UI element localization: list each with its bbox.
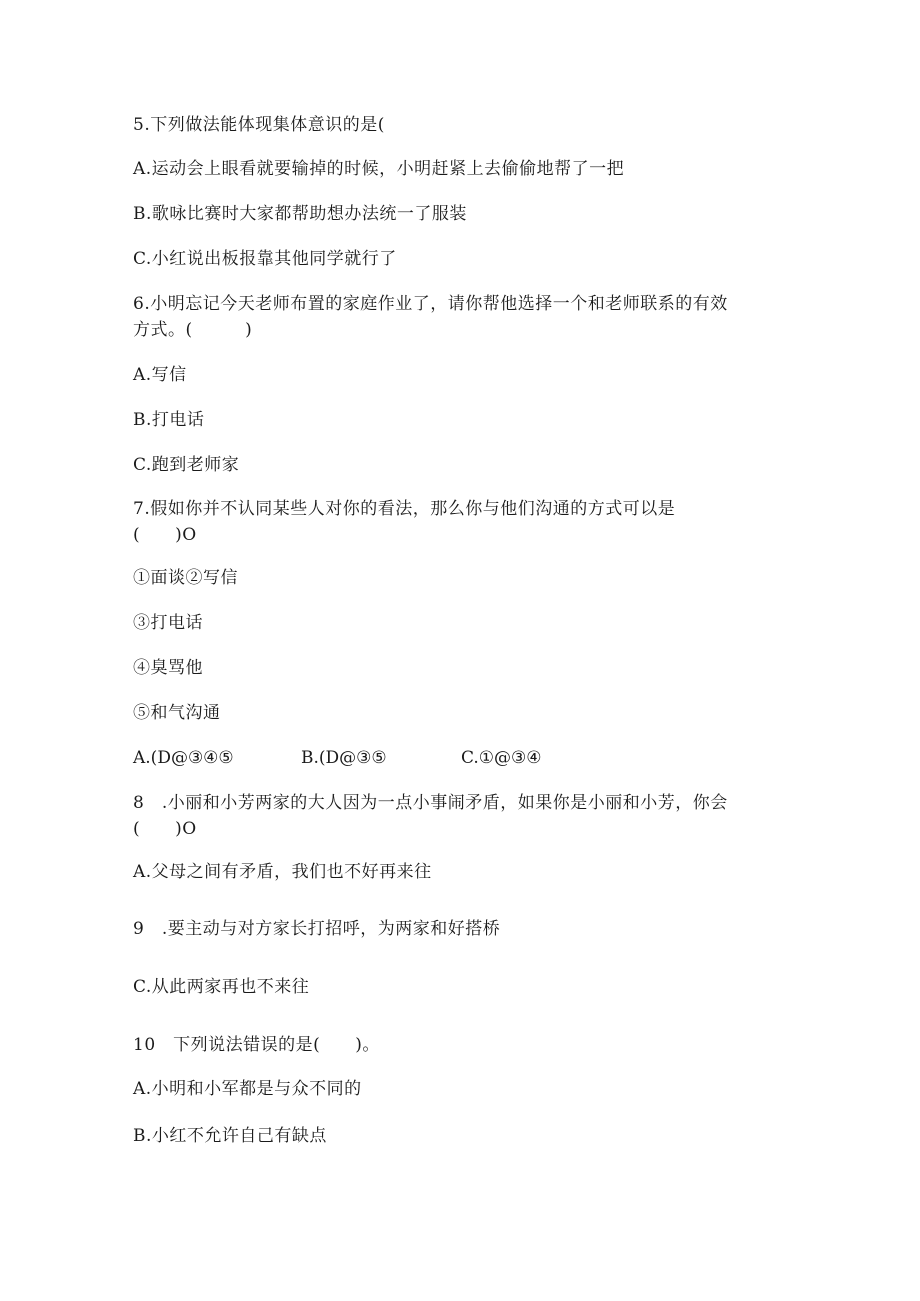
q6-option-a: A.写信	[133, 365, 187, 385]
q6-option-c: C.跑到老师家	[133, 455, 240, 475]
q7-options-row	[133, 746, 542, 770]
q10-option-a: A.小明和小军都是与众不同的	[133, 1079, 362, 1099]
q5-stem: 5.下列做法能体现集体意识的是(	[133, 115, 385, 135]
q5-option-a: A.运动会上眼看就要输掉的时候，小明赶紧上去偷偷地帮了一把	[133, 159, 625, 179]
q7-stem-line2: ( )O	[133, 525, 197, 545]
q5-option-c: C.小红说出板报靠其他同学就行了	[133, 249, 397, 269]
q7-option-b: B.(D@③⑤	[301, 748, 387, 768]
q7-option-a: A.(D@③④⑤	[133, 748, 234, 768]
q7-item-4: ④臭骂他	[133, 658, 203, 678]
q10-stem: 10 下列说法错误的是( )。	[133, 1035, 380, 1055]
q7-item-3: ③打电话	[133, 613, 203, 633]
q10-option-b: B.小红不允许自己有缺点	[133, 1126, 327, 1146]
q7-item-1: ①面谈②写信	[133, 568, 238, 588]
q7-item-5: ⑤和气沟通	[133, 703, 221, 723]
q8-option-c: C.从此两家再也不来往	[133, 977, 310, 997]
q8-option-a: A.父母之间有矛盾，我们也不好再来往	[133, 862, 432, 882]
q8-option-b: 9 .要主动与对方家长打招呼，为两家和好搭桥	[133, 919, 501, 939]
q8-stem-line1: 8 .小丽和小芳两家的大人因为一点小事闹矛盾，如果你是小丽和小芳，你会	[133, 793, 728, 813]
q6-stem-line2: 方式。( )	[133, 320, 253, 340]
q6-option-b: B.打电话	[133, 410, 205, 430]
q5-option-b: B.歌咏比赛时大家都帮助想办法统一了服装	[133, 204, 467, 224]
q7-stem-line1: 7.假如你并不认同某些人对你的看法，那么你与他们沟通的方式可以是	[133, 499, 676, 519]
q8-stem-line2: ( )O	[133, 819, 197, 839]
q6-stem-line1: 6.小明忘记今天老师布置的家庭作业了，请你帮他选择一个和老师联系的有效	[133, 294, 728, 314]
q7-option-c: C.①@③④	[461, 748, 542, 768]
